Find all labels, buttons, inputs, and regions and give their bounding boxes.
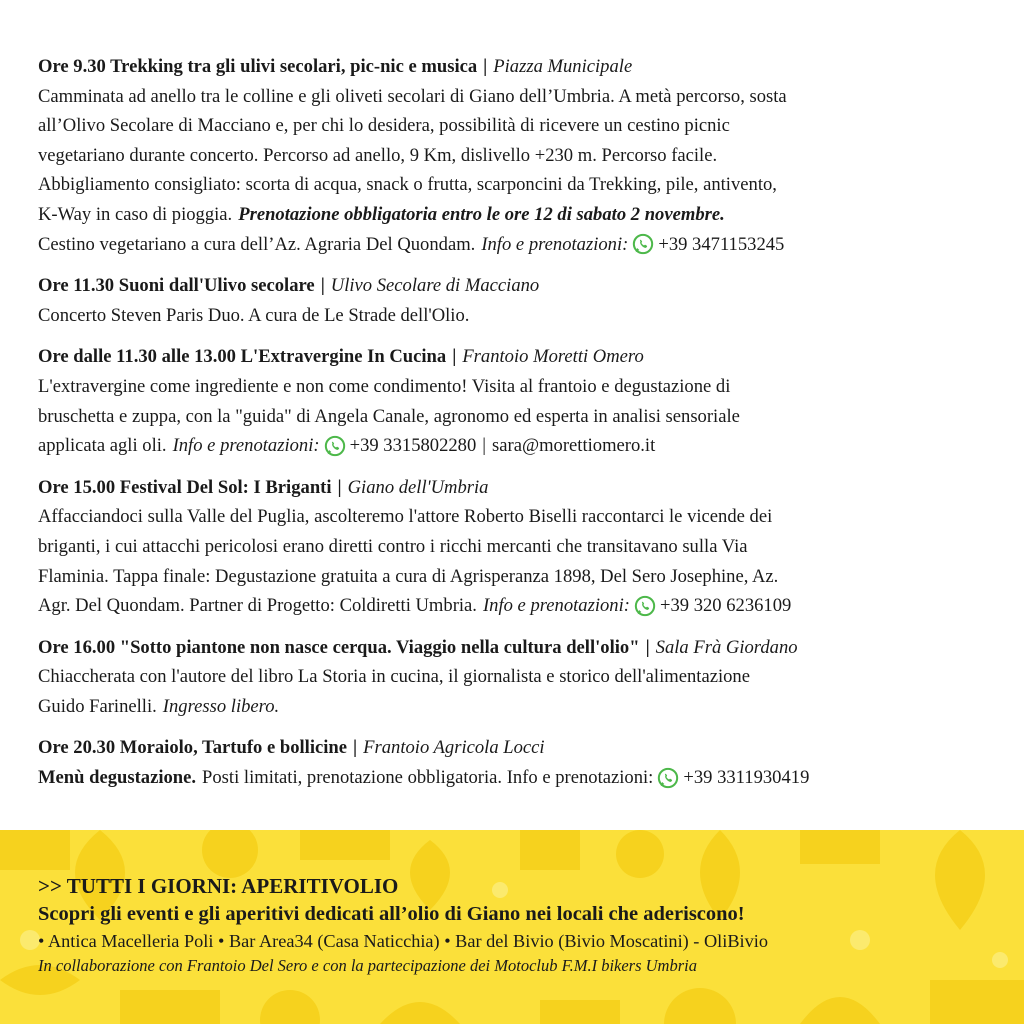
event-venue: Giano dell'Umbria xyxy=(347,476,489,498)
event-header xyxy=(38,271,986,301)
event-title: Ore 15.00 Festival Del Sol: I Briganti xyxy=(38,476,332,498)
event-contact-line: Menù degustazione. Posti limitati, prenotazione obbligatoria. Info e prenotazioni: +39 3311930419 xyxy=(38,763,986,793)
event-title: Ore 11.30 Suoni dall'Ulivo secolare xyxy=(38,275,315,297)
phone-number[interactable]: +39 3315802280 xyxy=(349,435,477,457)
event-desc-line: Concerto Steven Paris Duo. A cura de Le Strade dell'Olio. xyxy=(38,304,470,326)
event-header xyxy=(38,733,986,763)
event-desc-line: Flaminia. Tappa finale: Degustazione gratuita a cura di Agrisperanza 1898, Del Sero Josephine, Az. xyxy=(38,565,779,587)
event-title: Ore 16.00 "Sotto piantone non nasce cerqua. Viaggio nella cultura dell'olio" xyxy=(38,636,640,658)
banner-text xyxy=(38,872,998,978)
event-contact-line: Agr. Del Quondam. Partner di Progetto: Coldiretti Umbria. Info e prenotazioni: +39 320 6236109 xyxy=(38,591,986,621)
event-venue: Frantoio Moretti Omero xyxy=(462,346,644,368)
banner-subheading: Scopri gli eventi e gli aperitivi dedicati all’olio di Giano nei locali che aderiscono! xyxy=(38,903,745,925)
event-moraiolo xyxy=(38,733,986,792)
event-header xyxy=(38,342,986,372)
event-desc-line: L'extravergine come ingrediente e non come condimento! Visita al frantoio e degustazione di xyxy=(38,375,731,397)
separator: | xyxy=(452,346,457,368)
separator: | xyxy=(645,636,650,658)
aperitivolio-banner xyxy=(0,830,1024,1024)
event-extravergine xyxy=(38,342,986,460)
whatsapp-icon xyxy=(632,233,654,255)
separator: | xyxy=(337,476,342,498)
event-sotto-piantone xyxy=(38,633,986,722)
whatsapp-icon xyxy=(634,595,656,617)
event-desc-line: Camminata ad anello tra le colline e gli oliveti secolari di Giano dell’Umbria. A metà percorso, sosta xyxy=(38,85,787,107)
event-desc-line: bruschetta e zuppa, con la "guida" di Angela Canale, agronomo ed esperta in analisi sensoriale xyxy=(38,405,740,427)
event-desc-line: Affacciandoci sulla Valle del Puglia, ascolteremo l'attore Roberto Biselli raccontarci le vicende dei xyxy=(38,506,773,528)
banner-collaboration: In collaborazione con Frantoio Del Sero e con la partecipazione dei Motoclub F.M.I bikers Umbria xyxy=(38,956,697,975)
event-venue: Sala Frà Giordano xyxy=(655,636,798,658)
whatsapp-icon xyxy=(657,767,679,789)
event-desc-line: all’Olivo Secolare di Macciano e, per chi lo desidera, possibilità di ricevere un cestino picnic xyxy=(38,115,730,137)
booking-note: Prenotazione obbligatoria entro le ore 12 di sabato 2 novembre. xyxy=(238,203,725,225)
event-concerto xyxy=(38,271,986,330)
event-header xyxy=(38,633,986,663)
phone-number[interactable]: +39 3311930419 xyxy=(683,767,810,789)
event-contact-line: applicata agli oli. Info e prenotazioni: +39 3315802280 | sara@morettiomero.it xyxy=(38,431,986,461)
event-header xyxy=(38,52,986,82)
event-briganti xyxy=(38,473,986,621)
separator: | xyxy=(353,737,358,759)
event-contact-line: Cestino vegetariano a cura dell’Az. Agraria Del Quondam. Info e prenotazioni: +39 3471153245 xyxy=(38,230,986,260)
phone-number[interactable]: +39 320 6236109 xyxy=(659,595,792,617)
event-desc-line: Chiaccherata con l'autore del libro La Storia in cucina, il giornalista e storico dell'alimentazione xyxy=(38,666,750,688)
event-desc-line: briganti, i cui attacchi pericolosi erano diretti contro i ricchi mercanti che transitavano sulla Via xyxy=(38,535,748,557)
info-label: Info e prenotazioni: xyxy=(481,233,629,255)
separator: | xyxy=(320,275,325,297)
free-entry-note: Ingresso libero. xyxy=(162,695,280,717)
event-title: Ore 9.30 Trekking tra gli ulivi secolari, pic-nic e musica xyxy=(38,56,478,77)
event-title: Ore dalle 11.30 alle 13.00 L'Extravergine In Cucina xyxy=(38,346,447,368)
whatsapp-icon xyxy=(324,435,346,457)
separator: | xyxy=(482,435,487,457)
menu-label: Menù degustazione. xyxy=(38,767,197,789)
info-label: Info e prenotazioni: xyxy=(482,595,630,617)
event-title: Ore 20.30 Moraiolo, Tartufo e bollicine xyxy=(38,737,348,759)
info-label: Info e prenotazioni: xyxy=(172,435,320,457)
event-venue: Piazza Municipale xyxy=(493,56,633,77)
events-list xyxy=(38,52,986,805)
banner-heading: >> TUTTI I GIORNI: APERITIVOLIO xyxy=(38,874,399,898)
event-desc-line: vegetariano durante concerto. Percorso ad anello, 9 Km, dislivello +230 m. Percorso facile. xyxy=(38,144,718,166)
email-link[interactable]: sara@morettiomero.it xyxy=(492,435,656,457)
phone-number[interactable]: +39 3471153245 xyxy=(658,233,785,255)
banner-places: • Antica Macelleria Poli • Bar Area34 (Casa Naticchia) • Bar del Bivio (Bivio Moscatini) - OliBivio xyxy=(38,931,768,951)
event-venue: Ulivo Secolare di Macciano xyxy=(330,275,540,297)
separator: | xyxy=(483,56,488,77)
event-venue: Frantoio Agricola Locci xyxy=(363,737,545,759)
event-trekking xyxy=(38,52,986,259)
event-header xyxy=(38,473,986,503)
event-desc-line: Abbigliamento consigliato: scorta di acqua, snack o frutta, scarponcini da Trekking, pile, antivento, xyxy=(38,174,777,196)
event-desc-line: K-Way in caso di pioggia. Prenotazione obbligatoria entro le ore 12 di sabato 2 novembre. xyxy=(38,200,986,230)
event-desc-line: Guido Farinelli. Ingresso libero. xyxy=(38,692,986,722)
